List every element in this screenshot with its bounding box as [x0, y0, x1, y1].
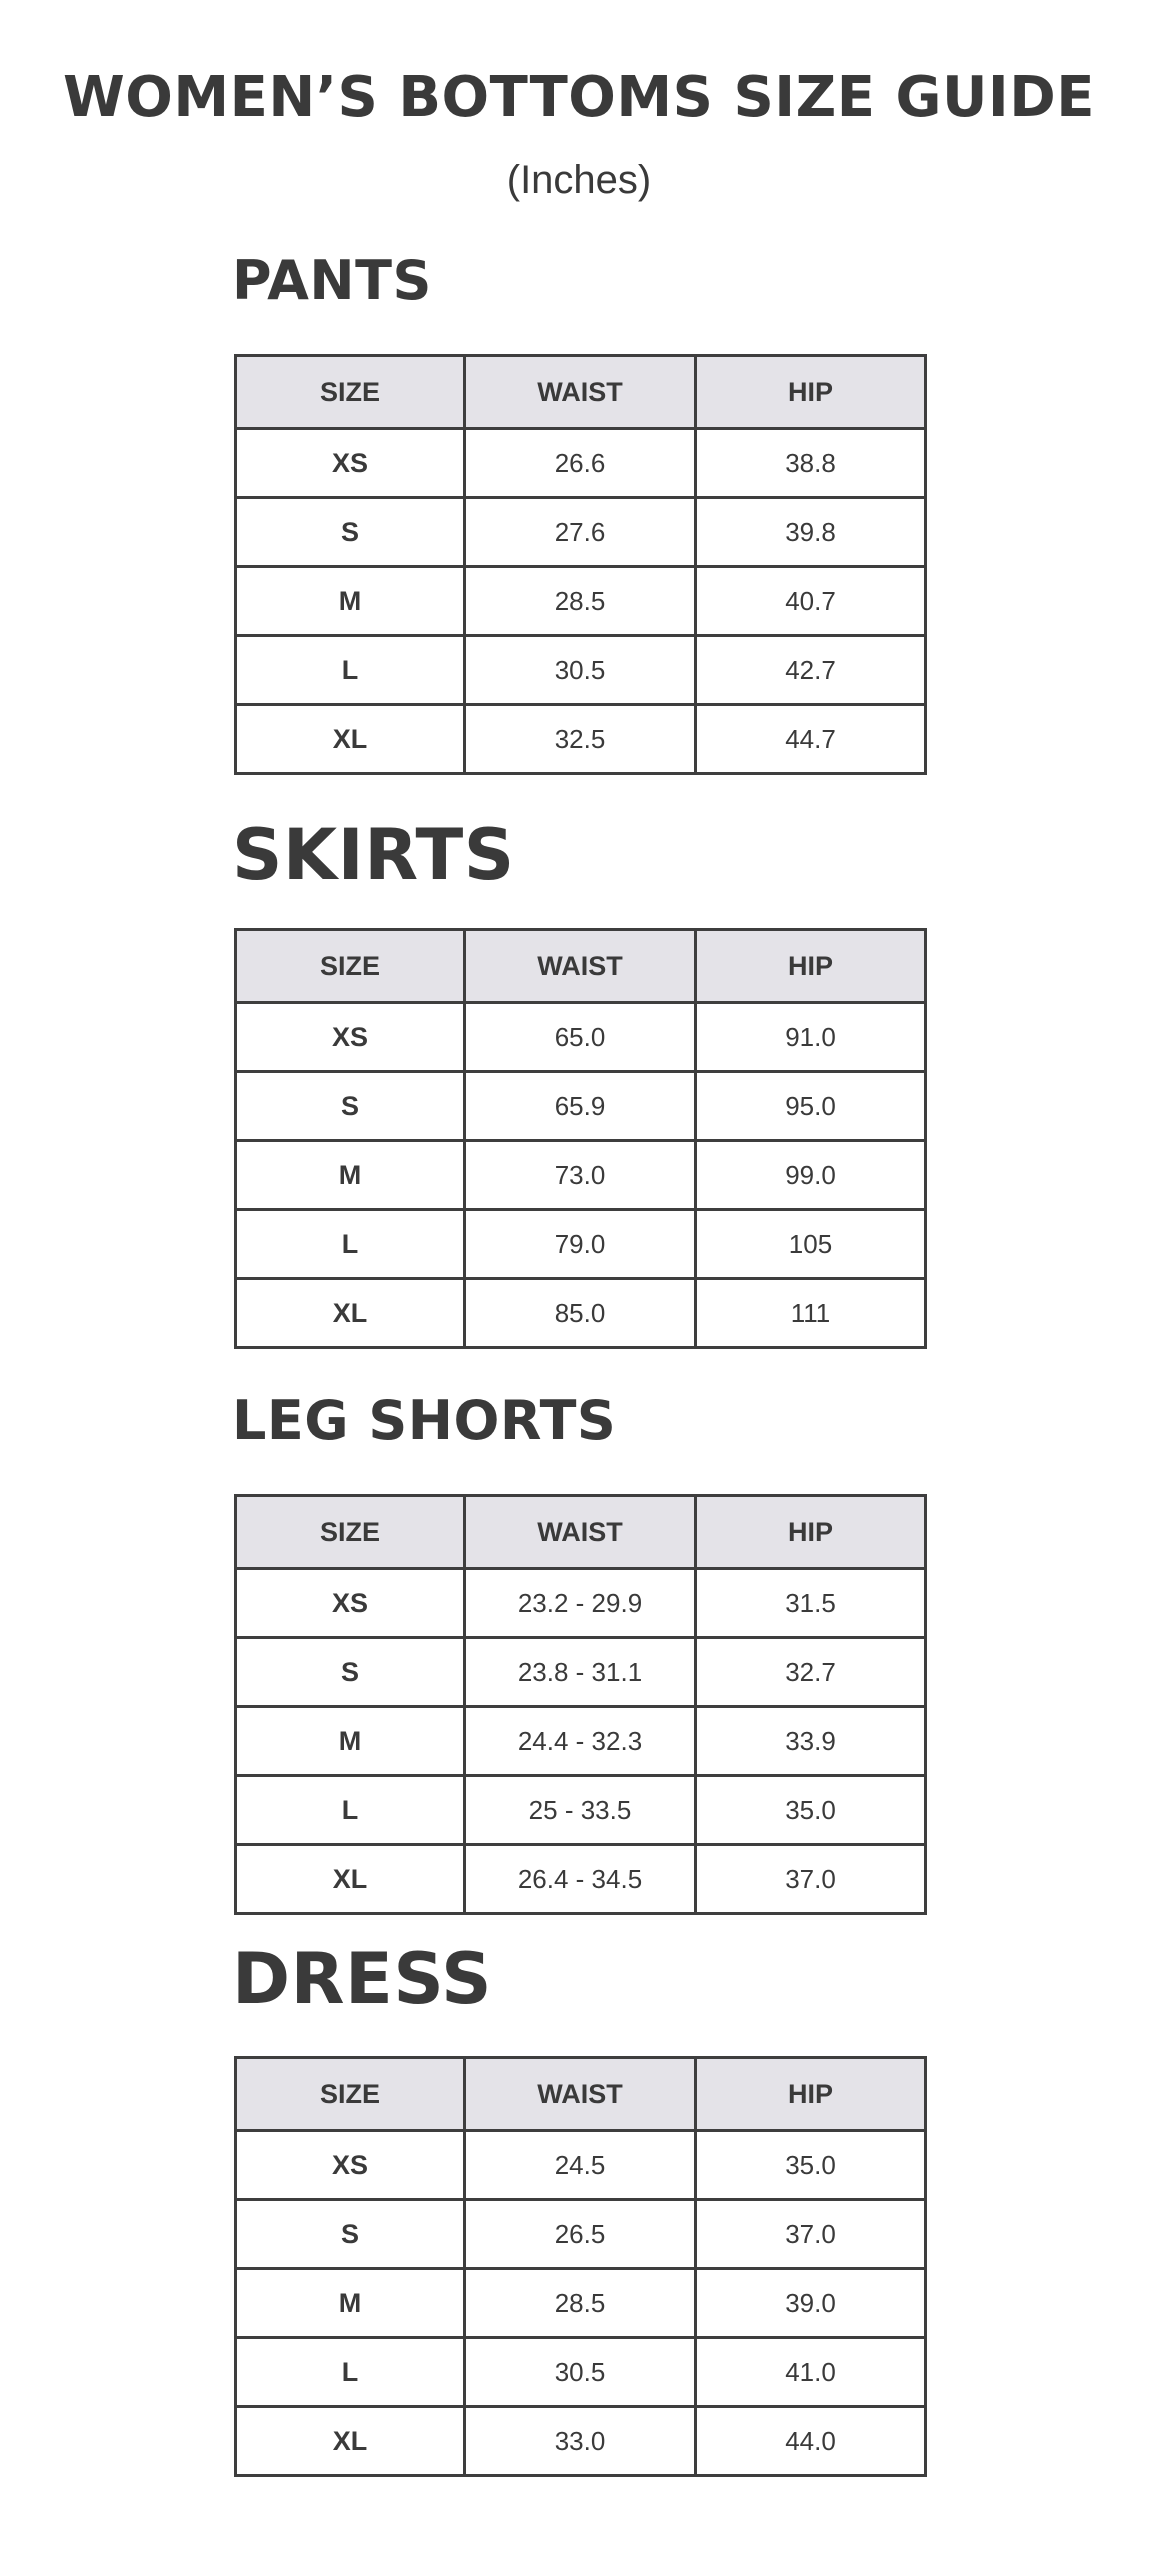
- pants-size-table: [234, 354, 927, 775]
- size-cell: S: [236, 1072, 465, 1141]
- hip-cell: 39.0: [696, 2269, 926, 2338]
- size-cell: S: [236, 498, 465, 567]
- leg-shorts-size-table: [234, 1494, 927, 1915]
- table-row: [236, 1210, 926, 1279]
- table-row: [236, 705, 926, 774]
- table-row: [236, 2407, 926, 2476]
- hip-cell: 44.0: [696, 2407, 926, 2476]
- size-cell: XL: [236, 1279, 465, 1348]
- waist-cell: 28.5: [465, 2269, 696, 2338]
- page-title: WOMEN’S BOTTOMS SIZE GUIDE: [63, 65, 1095, 130]
- column-header-size: SIZE: [236, 930, 465, 1003]
- table-header-row: [236, 356, 926, 429]
- size-cell: XL: [236, 1845, 465, 1914]
- waist-cell: 25 - 33.5: [465, 1776, 696, 1845]
- waist-cell: 27.6: [465, 498, 696, 567]
- hip-cell: 41.0: [696, 2338, 926, 2407]
- column-header-waist: WAIST: [465, 930, 696, 1003]
- column-header-waist: WAIST: [465, 356, 696, 429]
- hip-cell: 42.7: [696, 636, 926, 705]
- column-header-waist: WAIST: [465, 2058, 696, 2131]
- waist-cell: 79.0: [465, 1210, 696, 1279]
- hip-cell: 38.8: [696, 429, 926, 498]
- table-row: [236, 429, 926, 498]
- hip-cell: 39.8: [696, 498, 926, 567]
- size-cell: XL: [236, 2407, 465, 2476]
- waist-cell: 33.0: [465, 2407, 696, 2476]
- size-cell: XS: [236, 2131, 465, 2200]
- dress-size-table: [234, 2056, 927, 2477]
- column-header-size: SIZE: [236, 356, 465, 429]
- size-cell: L: [236, 1210, 465, 1279]
- waist-cell: 23.8 - 31.1: [465, 1638, 696, 1707]
- table-header-row: [236, 1496, 926, 1569]
- table-row: [236, 498, 926, 567]
- table-header-row: [236, 2058, 926, 2131]
- table-header-row: [236, 930, 926, 1003]
- table-row: [236, 1569, 926, 1638]
- column-header-hip: HIP: [696, 2058, 926, 2131]
- waist-cell: 73.0: [465, 1141, 696, 1210]
- hip-cell: 95.0: [696, 1072, 926, 1141]
- hip-cell: 33.9: [696, 1707, 926, 1776]
- hip-cell: 44.7: [696, 705, 926, 774]
- size-cell: L: [236, 1776, 465, 1845]
- table-row: [236, 636, 926, 705]
- waist-cell: 24.4 - 32.3: [465, 1707, 696, 1776]
- column-header-waist: WAIST: [465, 1496, 696, 1569]
- size-cell: S: [236, 1638, 465, 1707]
- waist-cell: 26.5: [465, 2200, 696, 2269]
- table-row: [236, 1003, 926, 1072]
- skirts-size-table: [234, 928, 927, 1349]
- size-cell: XS: [236, 429, 465, 498]
- table-row: [236, 2131, 926, 2200]
- waist-cell: 30.5: [465, 636, 696, 705]
- waist-cell: 28.5: [465, 567, 696, 636]
- table-row: [236, 2269, 926, 2338]
- size-cell: L: [236, 2338, 465, 2407]
- hip-cell: 105: [696, 1210, 926, 1279]
- waist-cell: 26.6: [465, 429, 696, 498]
- hip-cell: 37.0: [696, 1845, 926, 1914]
- table-row: [236, 567, 926, 636]
- size-cell: M: [236, 2269, 465, 2338]
- waist-cell: 65.9: [465, 1072, 696, 1141]
- column-header-hip: HIP: [696, 930, 926, 1003]
- size-cell: M: [236, 567, 465, 636]
- waist-cell: 23.2 - 29.9: [465, 1569, 696, 1638]
- section-title-dress: DRESS: [232, 1938, 493, 2020]
- column-header-hip: HIP: [696, 1496, 926, 1569]
- waist-cell: 32.5: [465, 705, 696, 774]
- size-cell: M: [236, 1707, 465, 1776]
- table-row: [236, 1141, 926, 1210]
- section-title-skirts: SKIRTS: [232, 814, 515, 896]
- hip-cell: 32.7: [696, 1638, 926, 1707]
- column-header-hip: HIP: [696, 356, 926, 429]
- hip-cell: 37.0: [696, 2200, 926, 2269]
- hip-cell: 35.0: [696, 1776, 926, 1845]
- table-row: [236, 2338, 926, 2407]
- page-subtitle: (Inches): [506, 158, 652, 202]
- column-header-size: SIZE: [236, 1496, 465, 1569]
- table-row: [236, 1707, 926, 1776]
- hip-cell: 99.0: [696, 1141, 926, 1210]
- size-cell: S: [236, 2200, 465, 2269]
- waist-cell: 65.0: [465, 1003, 696, 1072]
- hip-cell: 35.0: [696, 2131, 926, 2200]
- waist-cell: 30.5: [465, 2338, 696, 2407]
- table-row: [236, 1845, 926, 1914]
- hip-cell: 91.0: [696, 1003, 926, 1072]
- section-title-pants: PANTS: [232, 249, 432, 312]
- waist-cell: 26.4 - 34.5: [465, 1845, 696, 1914]
- waist-cell: 85.0: [465, 1279, 696, 1348]
- table-row: [236, 1279, 926, 1348]
- size-cell: XL: [236, 705, 465, 774]
- hip-cell: 40.7: [696, 567, 926, 636]
- column-header-size: SIZE: [236, 2058, 465, 2131]
- section-title-leg-shorts: LEG SHORTS: [232, 1389, 617, 1452]
- size-cell: XS: [236, 1003, 465, 1072]
- size-cell: XS: [236, 1569, 465, 1638]
- size-cell: L: [236, 636, 465, 705]
- hip-cell: 31.5: [696, 1569, 926, 1638]
- table-row: [236, 2200, 926, 2269]
- table-row: [236, 1638, 926, 1707]
- hip-cell: 111: [696, 1279, 926, 1348]
- table-row: [236, 1776, 926, 1845]
- size-cell: M: [236, 1141, 465, 1210]
- table-row: [236, 1072, 926, 1141]
- waist-cell: 24.5: [465, 2131, 696, 2200]
